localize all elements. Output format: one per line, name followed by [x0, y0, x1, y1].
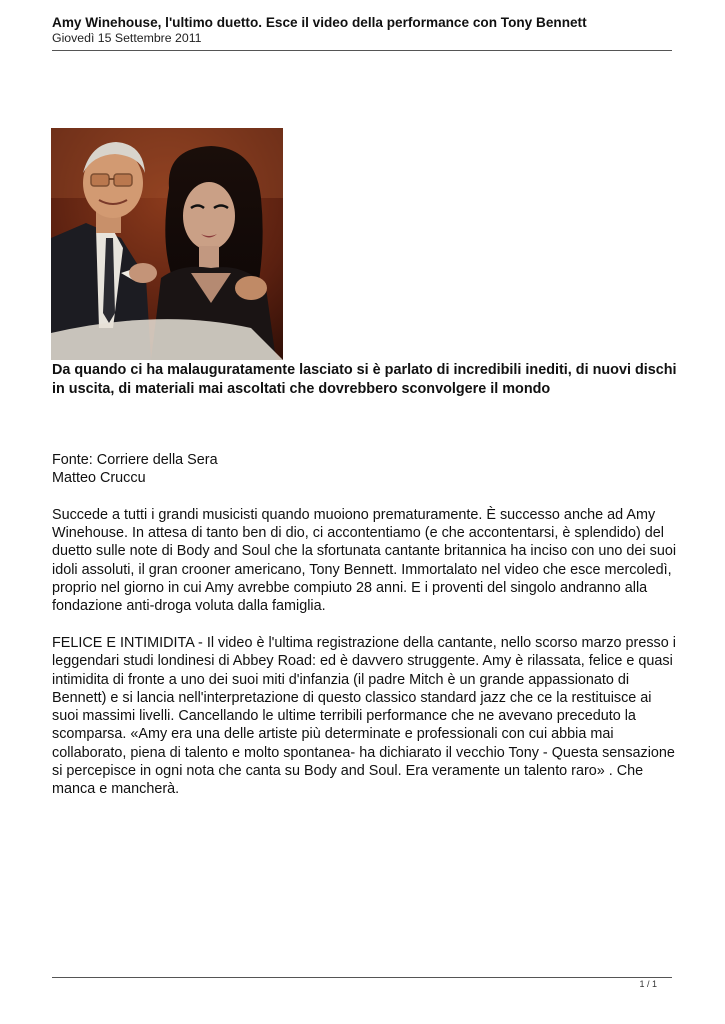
article-source: Fonte: Corriere della Sera	[52, 452, 218, 468]
paragraph-spacer	[52, 616, 677, 634]
header-divider	[52, 50, 672, 51]
paragraph: Succede a tutti i grandi musicisti quando muoiono prematuramente. È successo anche ad Amy Winehouse. In attesa di tanto ben di dio, ci accontentiamo (e che accontentarsi, è splendido) del duetto sulle note di Body and Soul che la sfortunata cantante britannica ha inciso con uno dei suoi idoli assoluti, il gran crooner americano, Tony Bennett. Immortalato nel video che esce mercoledì, proprio nel giorno in cui Amy avrebbe compiuto 28 anni. E i proventi del singolo andranno alla fondazione anti-droga voluta dalla famiglia.	[52, 506, 677, 615]
paragraph: FELICE E INTIMIDITA - Il video è l'ultima registrazione della cantante, nello scorso marzo presso i leggendari studi londinesi di Abbey Road: ed è davvero struggente. Amy è rilassata, felice e quasi intimidita di fronte a uno dei suoi miti d'infanzia (il padre Mitch è un grande appassionato di Bennett) e si lancia nell'interpretazione di questo classico standard jazz che ce la restituisce ai suoi massimi livelli. Cancellando le ultime terribili performance che ne avevano preceduto la scomparsa. «Amy era una delle artiste più determinate e professionali con cui abbia mai collaborato, piena di talento e molto spontanea- ha dichiarato il vecchio Tony - Questa sensazione si percepisce in ogni nota che canta su Body and Soul. Era veramente un talento raro» . Che manca e mancherà.	[52, 634, 676, 798]
article-body	[52, 451, 677, 799]
article-lead: Da quando ci ha malauguratamente lasciato si è parlato di incredibili inediti, di nuovi dischi in uscita, di materiali mai ascoltati che dovrebbero sconvolgere il mondo	[52, 362, 677, 397]
article-photo	[51, 128, 283, 360]
footer-divider	[52, 977, 672, 978]
page-number: 1 / 1	[639, 979, 657, 989]
page-header	[52, 14, 672, 46]
article-title: Amy Winehouse, l'ultimo duetto. Esce il video della performance con Tony Bennett	[52, 15, 587, 30]
paragraph-spacer	[52, 488, 677, 506]
article-author: Matteo Cruccu	[52, 470, 146, 487]
article-date: Giovedì 15 Settembre 2011	[52, 31, 202, 45]
